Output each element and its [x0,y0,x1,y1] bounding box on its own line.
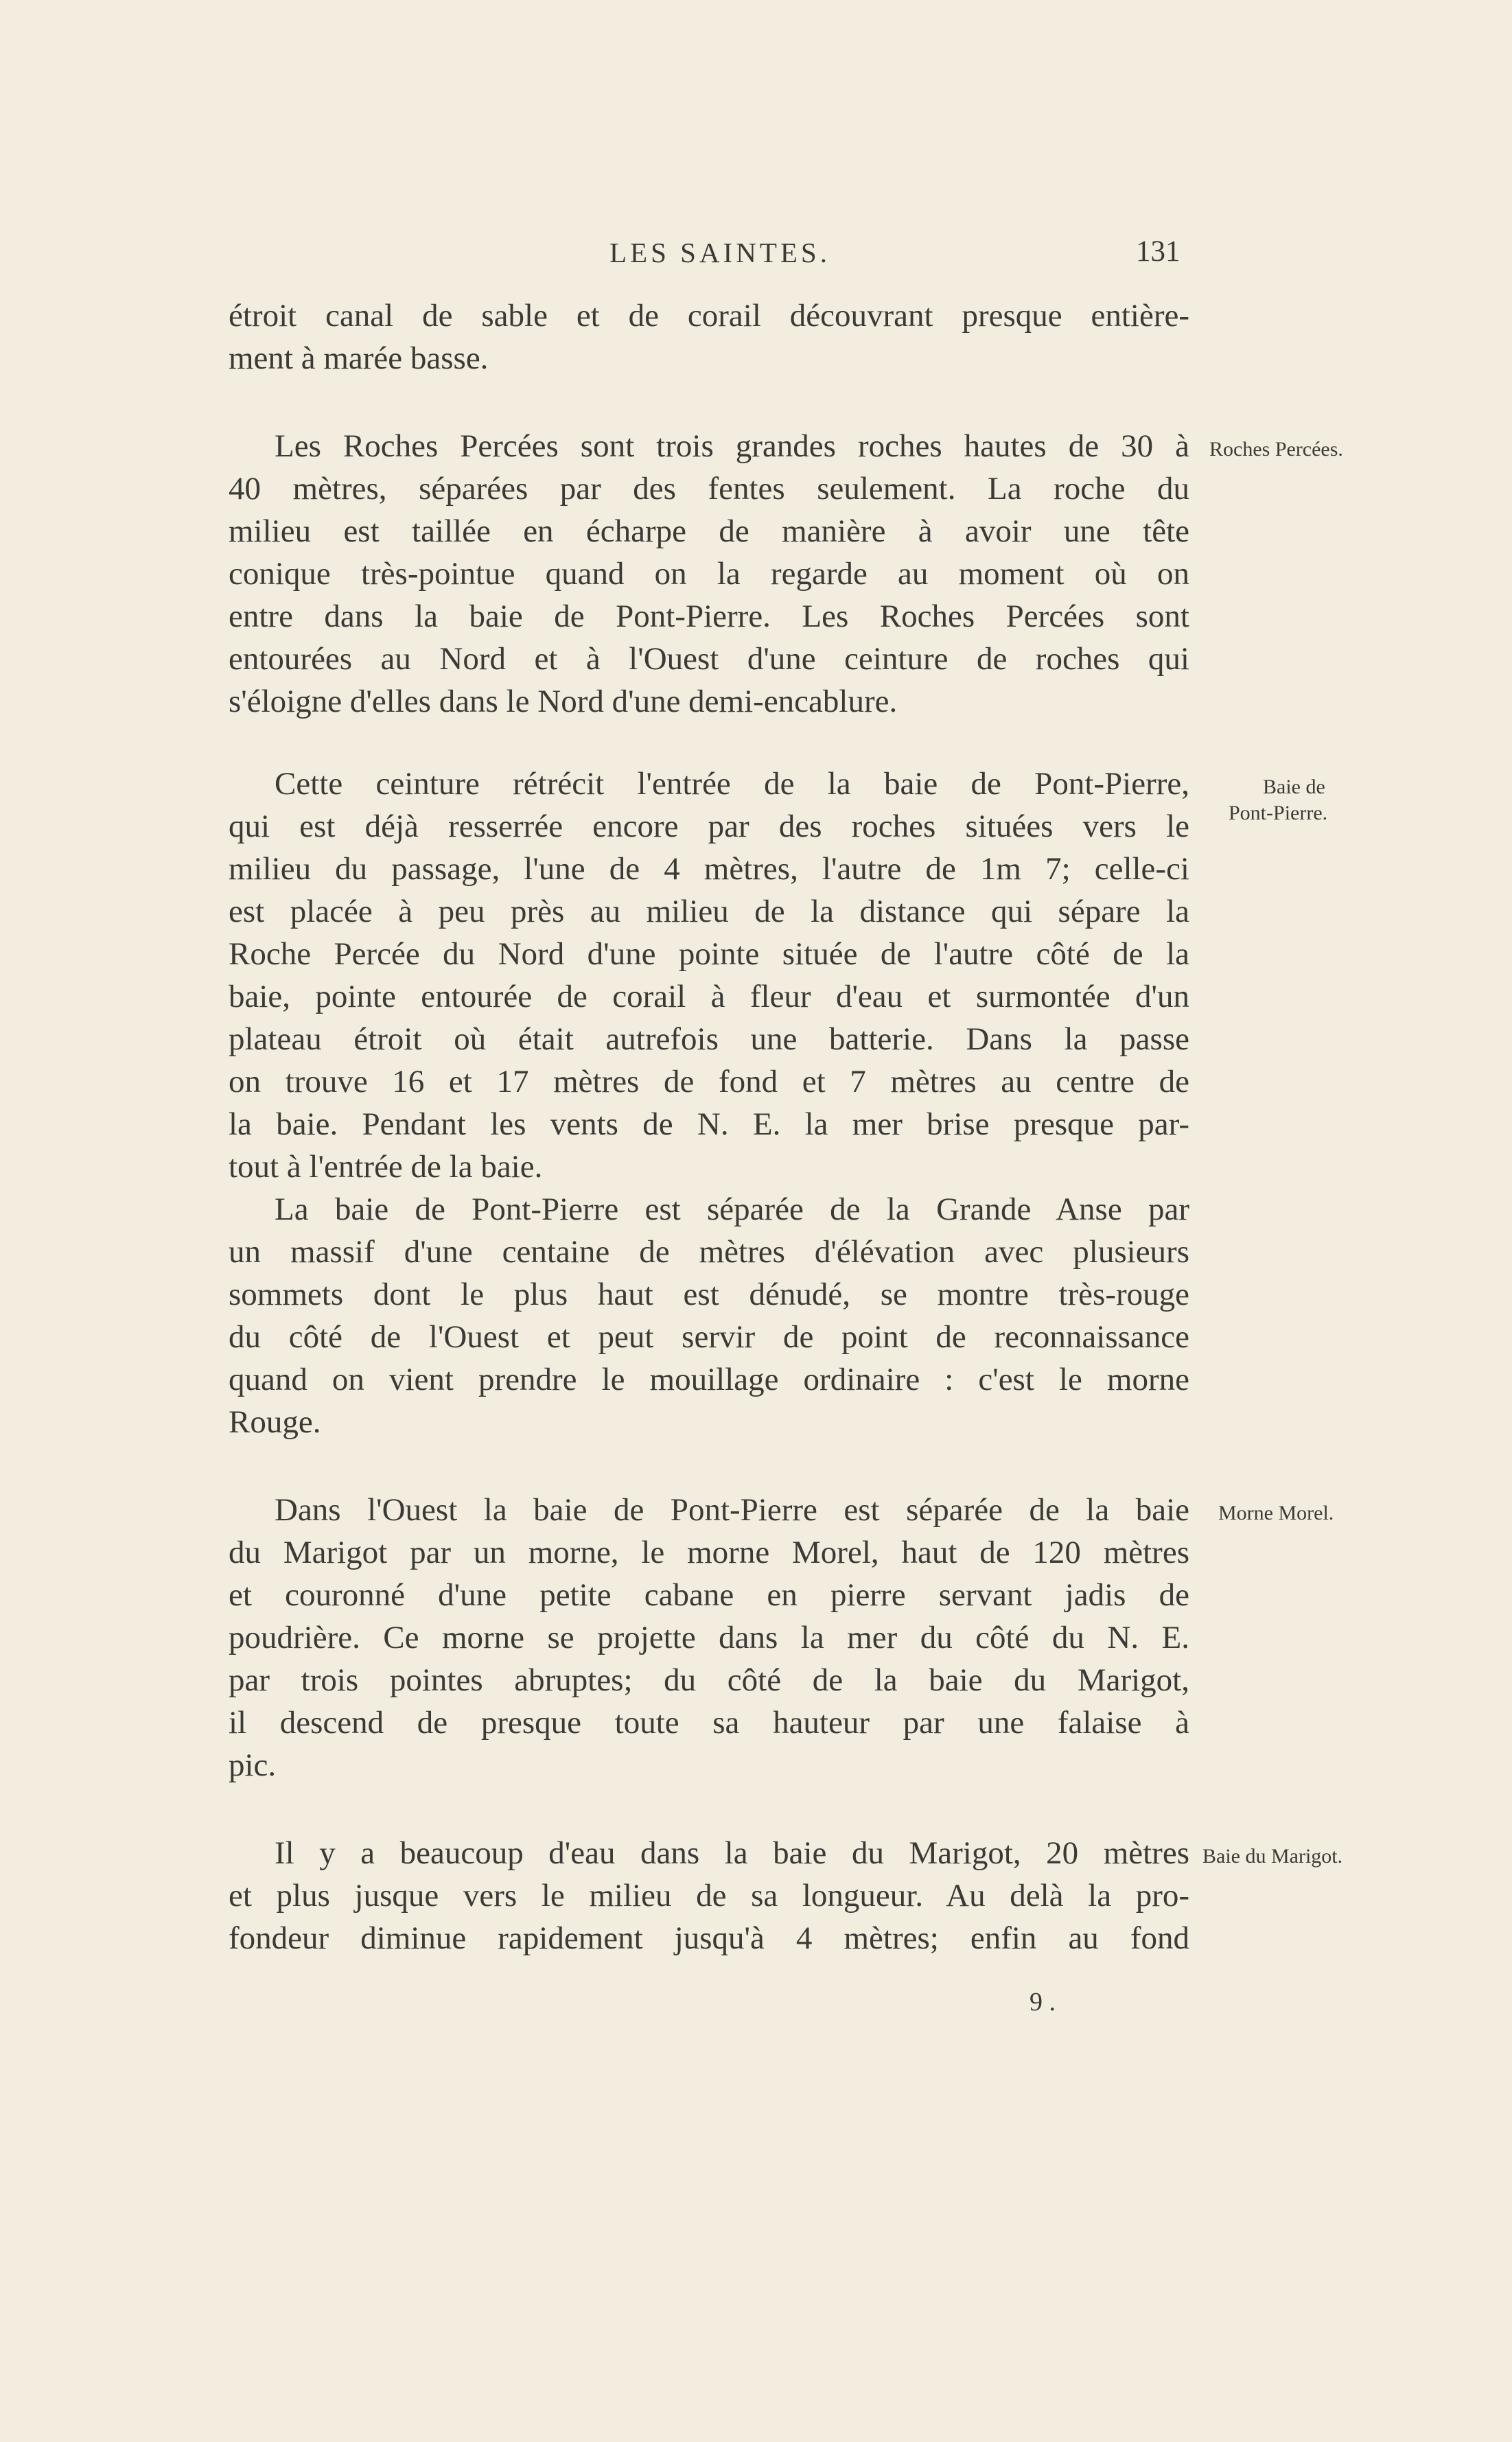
text-line: s'éloigne d'elles dans le Nord d'une demi-encablure. [229,684,898,719]
text-line: qui est déjà resserrée encore par des roches situées vers le [229,809,1189,844]
text-line: baie, pointe entourée de corail à fleur d'eau et surmontée d'un [229,979,1189,1014]
running-header: LES SAINTES. [609,237,830,268]
text-line: sommets dont le plus haut est dénudé, se montre très-rouge [229,1277,1189,1312]
margin-note: Roches Percées. [1209,438,1343,461]
text-line: un massif d'une centaine de mètres d'élévation avec plusieurs [229,1234,1189,1270]
text-line: Dans l'Ouest la baie de Pont-Pierre est séparée de la baie [275,1492,1189,1528]
signature-mark: 9 . [1030,1988,1056,2016]
text-line: La baie de Pont-Pierre est séparée de la Grande Anse par [275,1191,1189,1227]
margin-note: Pont-Pierre. [1229,802,1328,824]
text-line: milieu est taillée en écharpe de manière à avoir une tête [229,513,1189,549]
text-line: conique très-pointue quand on la regarde au moment où on [229,556,1189,592]
text-line: Cette ceinture rétrécit l'entrée de la baie de Pont-Pierre, [275,766,1189,802]
text-line: milieu du passage, l'une de 4 mètres, l'autre de 1m 7; celle-ci [229,851,1189,887]
text-line: étroit canal de sable et de corail découvrant presque entière- [229,298,1189,334]
text-line: Il y a beaucoup d'eau dans la baie du Marigot, 20 mètres [275,1835,1189,1871]
text-line: plateau étroit où était autrefois une batterie. Dans la passe [229,1021,1189,1057]
text-line: et plus jusque vers le milieu de sa longueur. Au delà la pro- [229,1878,1189,1914]
margin-note: Baie de [1263,776,1325,798]
text-line: Rouge. [229,1404,321,1440]
text-line: tout à l'entrée de la baie. [229,1149,543,1185]
page-number: 131 [1136,235,1180,268]
text-line: est placée à peu près au milieu de la distance qui sépare la [229,894,1189,929]
text-line: par trois pointes abruptes; du côté de la baie du Marigot, [229,1662,1189,1698]
text-line: du côté de l'Ouest et peut servir de point de reconnaissance [229,1319,1189,1355]
text-line: entre dans la baie de Pont-Pierre. Les Roches Percées sont [229,598,1189,634]
text-line: ment à marée basse. [229,340,489,376]
margin-note: Morne Morel. [1218,1502,1334,1524]
text-line: 40 mètres, séparées par des fentes seulement. La roche du [229,471,1189,507]
text-line: fondeur diminue rapidement jusqu'à 4 mètres; enfin au fond [229,1920,1189,1956]
text-line: il descend de presque toute sa hauteur par une falaise à [229,1705,1189,1741]
text-line: poudrière. Ce morne se projette dans la mer du côté du N. E. [229,1620,1189,1655]
text-line: Les Roches Percées sont trois grandes roches hautes de 30 à [275,428,1189,464]
text-line: entourées au Nord et à l'Ouest d'une ceinture de roches qui [229,641,1189,677]
margin-note: Baie du Marigot. [1202,1845,1343,1868]
text-line: pic. [229,1747,277,1783]
text-line: on trouve 16 et 17 mètres de fond et 7 mètres au centre de [229,1064,1189,1100]
text-line: la baie. Pendant les vents de N. E. la mer brise presque par- [229,1106,1189,1142]
text-line: du Marigot par un morne, le morne Morel, haut de 120 mètres [229,1535,1189,1570]
text-line: et couronné d'une petite cabane en pierre servant jadis de [229,1577,1189,1613]
text-line: Roche Percée du Nord d'une pointe située de l'autre côté de la [229,936,1189,972]
text-line: quand on vient prendre le mouillage ordinaire : c'est le morne [229,1362,1189,1397]
